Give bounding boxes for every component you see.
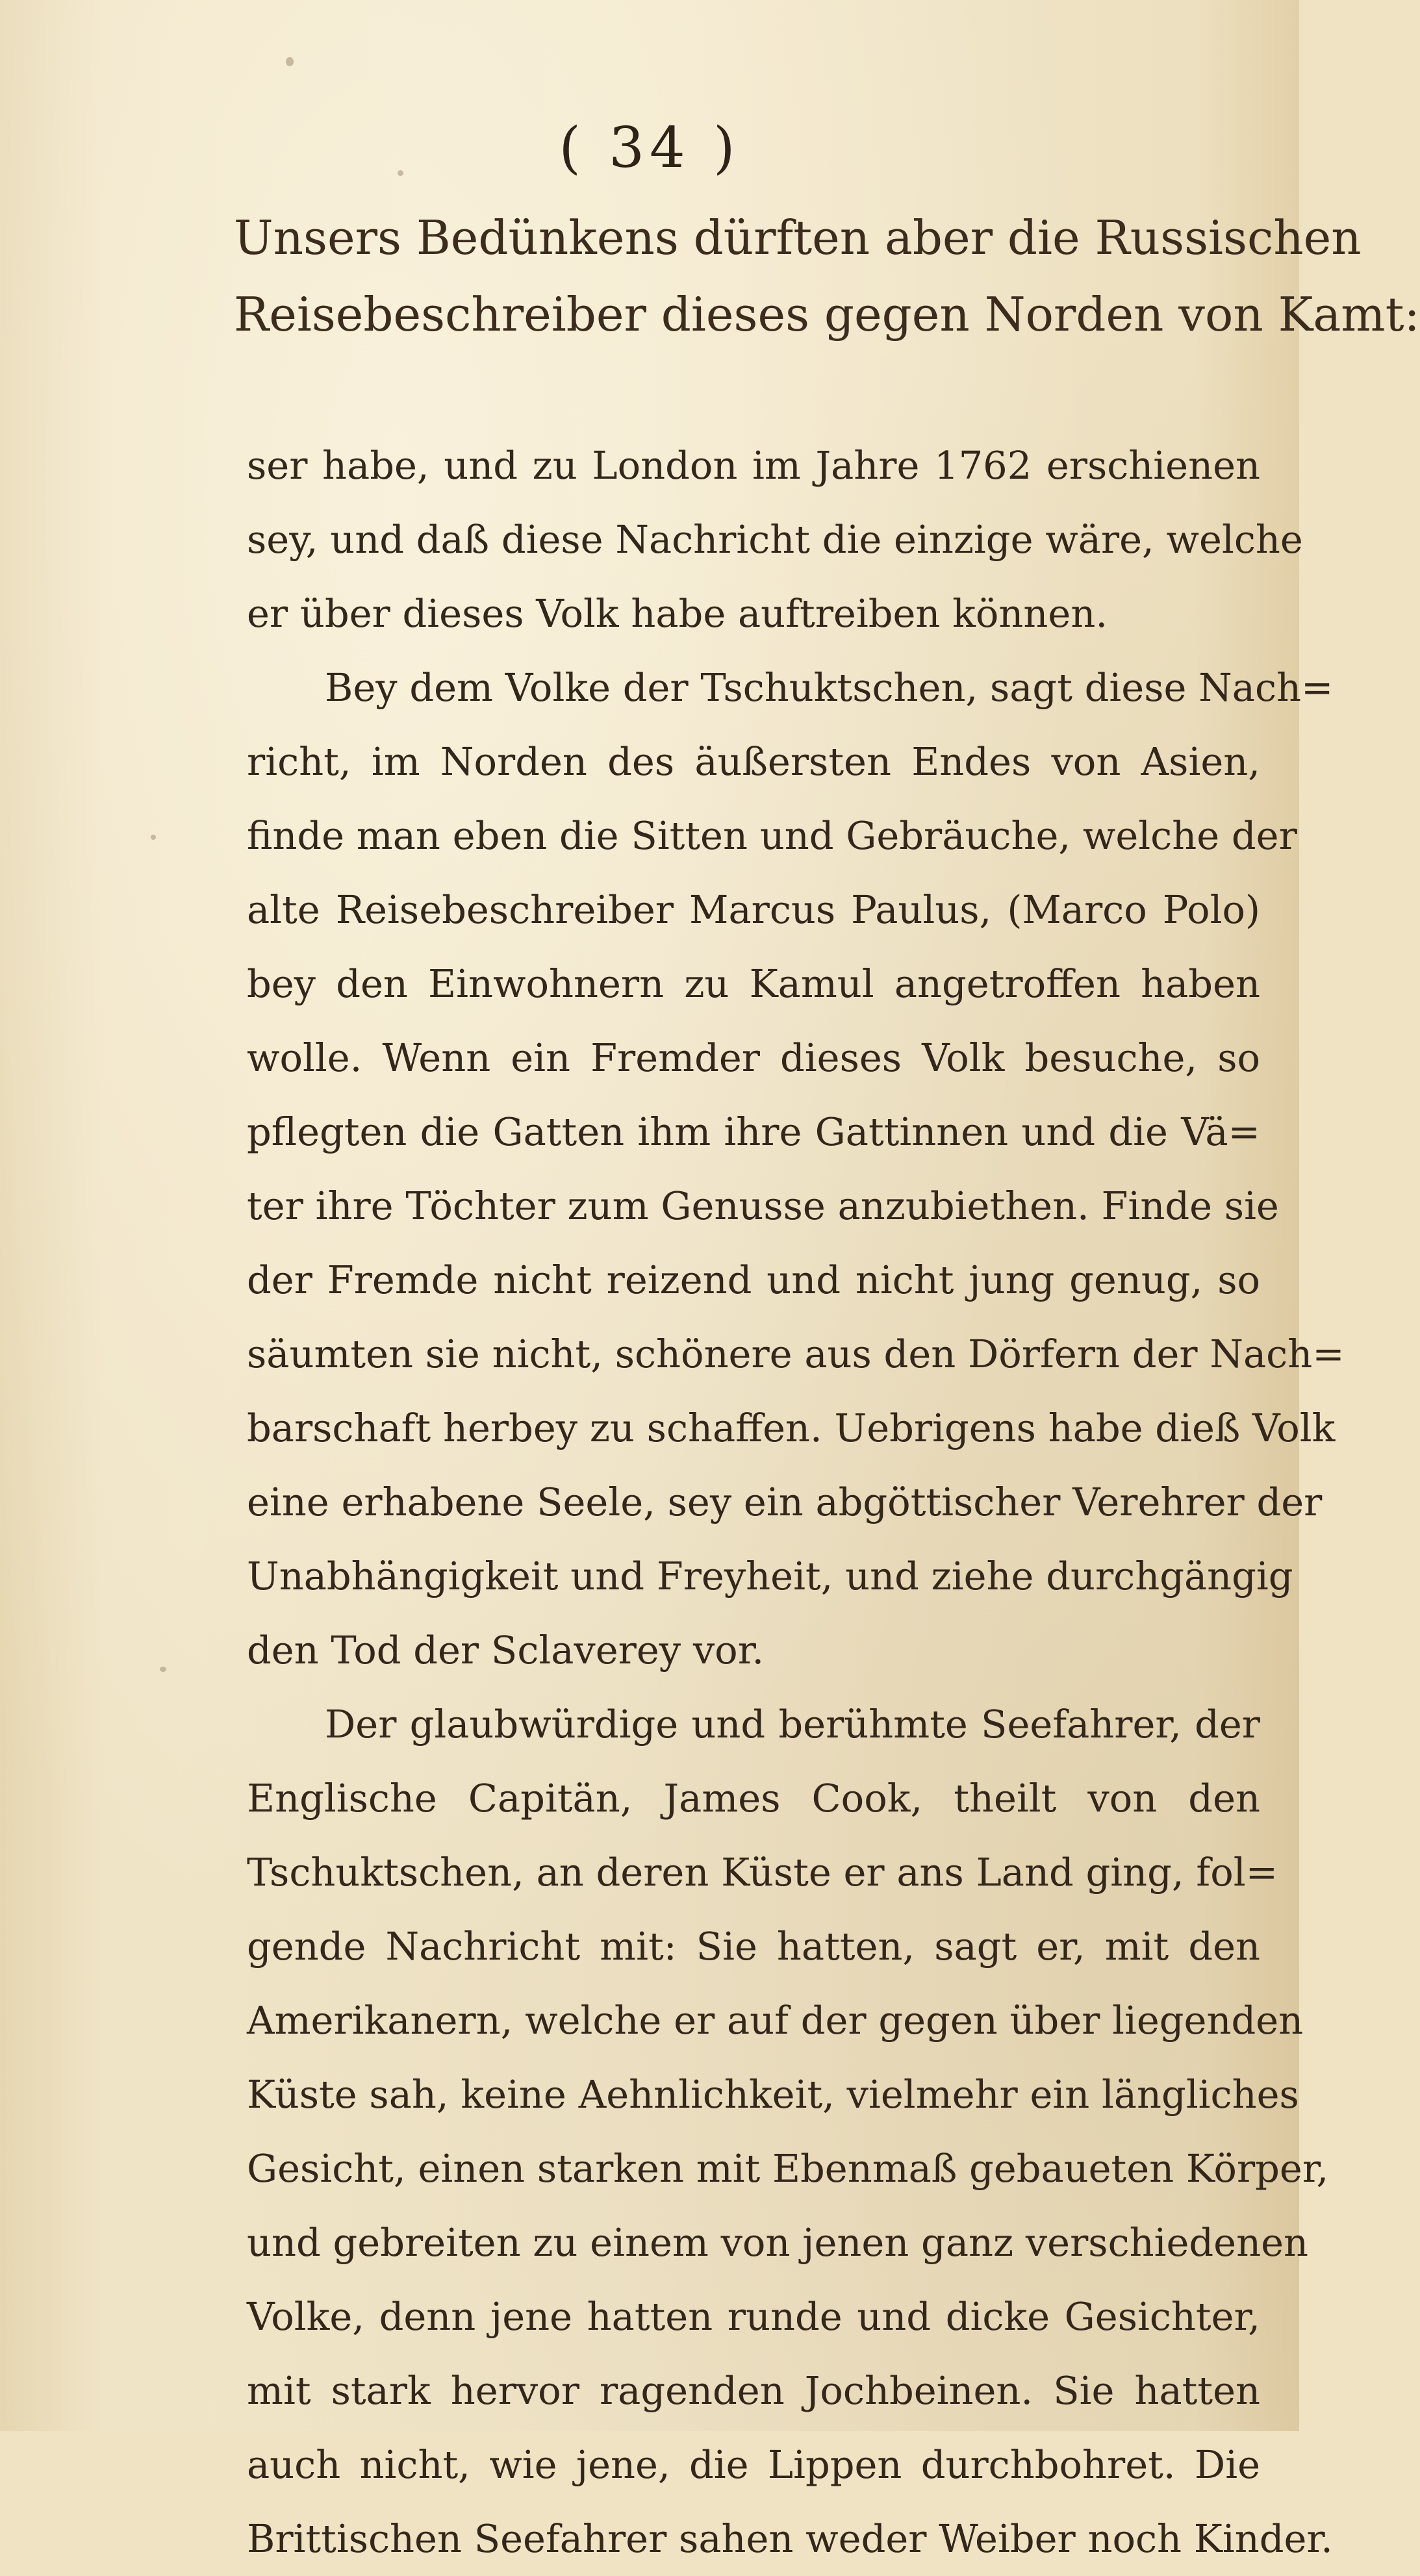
text-line: ser habe, und zu London im Jahre 1762 erschienen xyxy=(247,443,1260,488)
paragraph-start-line: Der glaubwürdige und berühmte Seefahrer, der xyxy=(325,1702,1260,1747)
text-line: mit stark hervor ragenden Jochbeinen. Sie hatten xyxy=(247,2368,1260,2413)
body-text xyxy=(247,429,1345,2576)
text-line: barschaft herbey zu schaffen. Uebrigens habe dieß Volk xyxy=(247,1406,1336,1450)
ink-speck xyxy=(160,1667,166,1672)
text-line: richt, im Norden des äußersten Endes von Asien, xyxy=(247,739,1260,784)
ink-speck xyxy=(286,57,294,66)
text-line: auch nicht, wie jene, die Lippen durchbohret. Die xyxy=(247,2442,1260,2487)
carryover-line-1: Unsers Bedünkens dürften aber die Russischen xyxy=(234,210,1362,265)
text-line: Amerikanern, welche er auf der gegen über liegenden xyxy=(247,1998,1304,2043)
text-line: Unabhängigkeit und Freyheit, und ziehe durchgängig xyxy=(247,1554,1293,1598)
text-line: wolle. Wenn ein Fremder dieses Volk besuche, so xyxy=(247,1035,1260,1080)
text-line: Volke, denn jene hatten runde und dicke Gesichter, xyxy=(247,2294,1260,2339)
text-line: ter ihre Töchter zum Genusse anzubiethen. Finde sie xyxy=(247,1183,1279,1228)
paragraph-start-line: Bey dem Volke der Tschuktschen, sagt diese Nach= xyxy=(325,665,1334,710)
text-line: eine erhabene Seele, sey ein abgöttischer Verehrer der xyxy=(247,1480,1323,1524)
text-line: bey den Einwohnern zu Kamul angetroffen haben xyxy=(247,961,1260,1006)
text-line: Englische Capitän, James Cook, theilt von den xyxy=(247,1776,1260,1821)
text-line: finde man eben die Sitten und Gebräuche, welche der xyxy=(247,813,1297,858)
text-line: säumten sie nicht, schönere aus den Dörfern der Nach= xyxy=(247,1332,1345,1376)
text-line: Küste sah, keine Aehnlichkeit, vielmehr ein längliches xyxy=(247,2072,1299,2117)
carryover-line-2: Reisebeschreiber dieses gegen Norden von Kamt: xyxy=(234,287,1420,342)
text-line: und gebreiten zu einem von jenen ganz verschiedenen xyxy=(247,2220,1308,2265)
text-line: er über dieses Volk habe auftreiben können. xyxy=(247,591,1108,636)
text-line: den Tod der Sclaverey vor. xyxy=(247,1628,765,1673)
text-line: Tschuktschen, an deren Küste er ans Land ging, fol= xyxy=(247,1850,1278,1895)
text-line: sey, und daß diese Nachricht die einzige wäre, welche xyxy=(247,517,1303,562)
text-line: Gesicht, einen starken mit Ebenmaß gebaueten Körper, xyxy=(247,2146,1329,2191)
page-number: ( 34 ) xyxy=(559,116,741,181)
text-line: pflegten die Gatten ihm ihre Gattinnen und die Vä= xyxy=(247,1109,1260,1154)
text-line: der Fremde nicht reizend und nicht jung genug, so xyxy=(247,1257,1260,1302)
text-line: gende Nachricht mit: Sie hatten, sagt er, mit den xyxy=(247,1924,1260,1969)
text-line: Brittischen Seefahrer sahen weder Weiber noch Kinder. xyxy=(247,2516,1333,2561)
ink-speck xyxy=(151,835,156,840)
text-line: alte Reisebeschreiber Marcus Paulus, (Marco Polo) xyxy=(247,887,1260,932)
